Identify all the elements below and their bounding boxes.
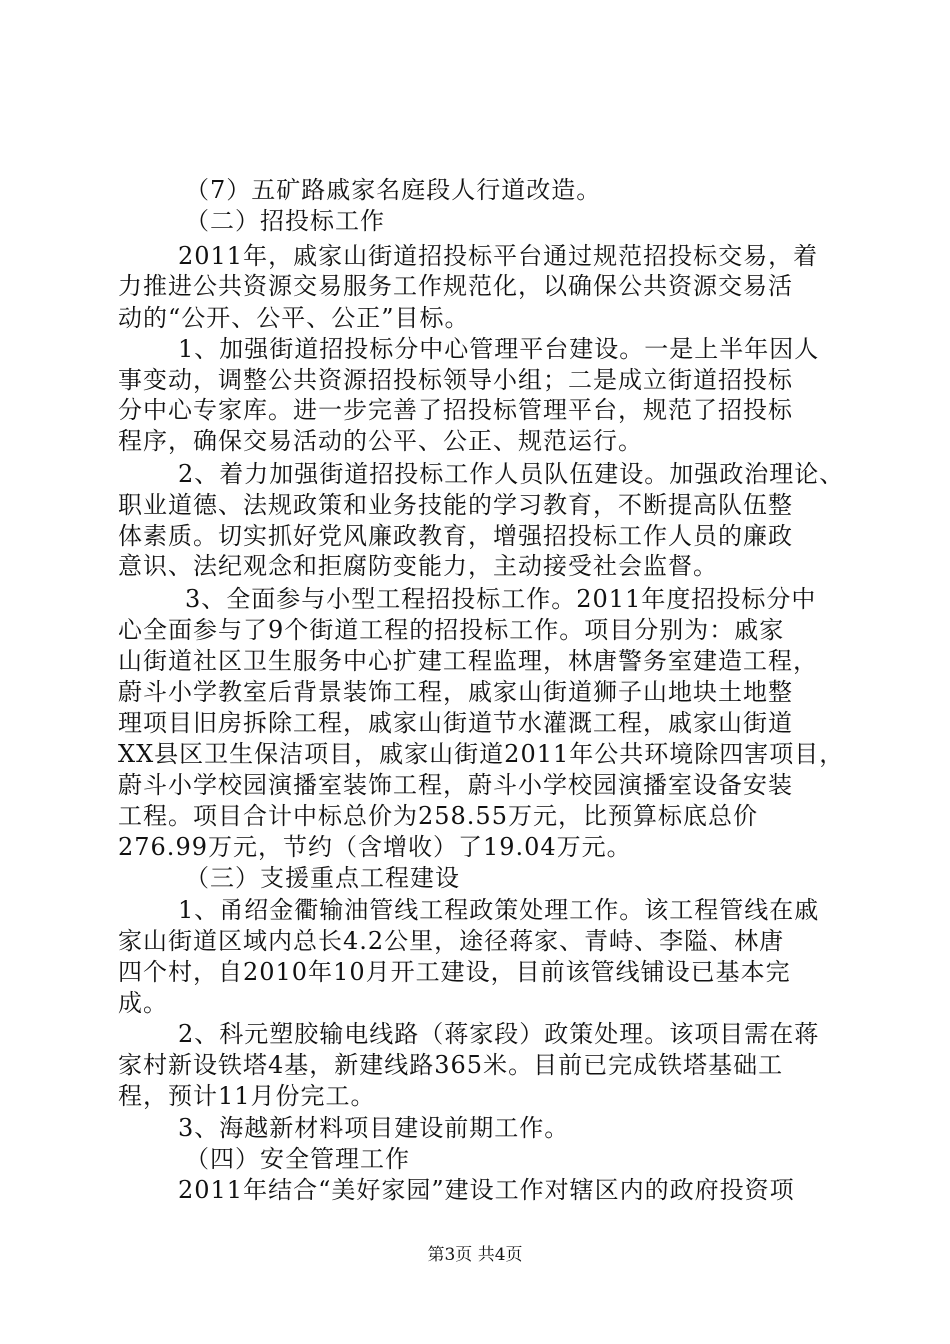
text-line: （7）五矿路戚家名庭段人行道改造。 [185,176,602,204]
text-line: 体素质。切实抓好党风廉政教育，增强招投标工作人员的廉政 [118,522,793,550]
section-heading: （三）支援重点工程建设 [185,864,460,892]
section-heading: （四）安全管理工作 [185,1145,410,1173]
text-line: 3、海越新材料项目建设前期工作。 [178,1114,570,1142]
text-line: 事变动，调整公共资源招投标领导小组；二是成立街道招投标 [118,366,793,394]
section-heading: （二）招投标工作 [185,207,385,235]
text-line: 程，预计11月份完工。 [118,1082,376,1110]
text-line: 分中心专家库。进一步完善了招投标管理平台，规范了招投标 [118,396,793,424]
page-number-footer: 第3页 共4页 [427,1245,523,1265]
text-line: 理项目旧房拆除工程，戚家山街道节水灌溉工程，戚家山街道 [118,709,793,737]
text-line: 1、甬绍金衢输油管线工程政策处理工作。该工程管线在戚 [178,896,820,924]
text-line: 1、加强街道招投标分中心管理平台建设。一是上半年因人 [178,335,820,363]
text-line: 力推进公共资源交易服务工作规范化，以确保公共资源交易活 [118,272,793,300]
text-line: 2、科元塑胶输电线路（蒋家段）政策处理。该项目需在蒋 [178,1020,820,1048]
text-line: 程序，确保交易活动的公平、公正、规范运行。 [118,427,643,455]
text-line: 2、着力加强街道招投标工作人员队伍建设。加强政治理论、 [178,460,845,488]
text-line: 2011年，戚家山街道招投标平台通过规范招投标交易，着 [178,242,819,270]
text-line: 职业道德、法规政策和业务技能的学习教育，不断提高队伍整 [118,491,793,519]
text-line: 家山街道区域内总长4.2公里，途径蒋家、青峙、李隘、林唐 [118,927,785,955]
text-line: 动的“公开、公平、公正”目标。 [118,304,470,332]
text-line: 工程。项目合计中标总价为258.55万元，比预算标底总价 [118,802,758,830]
text-line: 蔚斗小学教室后背景装饰工程，戚家山街道狮子山地块土地整 [118,678,793,706]
text-line: 四个村，自2010年10月开工建设，目前该管线铺设已基本完 [118,958,791,986]
text-line: 家村新设铁塔4基，新建线路365米。目前已完成铁塔基础工 [118,1051,784,1079]
text-line: 276.99万元，节约（含增收）了19.04万元。 [118,833,632,861]
text-line: XX县区卫生保洁项目，戚家山街道2011年公共环境除四害项目， [118,740,845,768]
text-line: 成。 [118,989,168,1017]
text-line: 2011年结合“美好家园”建设工作对辖区内的政府投资项 [178,1176,795,1204]
text-line: 山街道社区卫生服务中心扩建工程监理，林唐警务室建造工程， [118,647,818,675]
text-line: 3、全面参与小型工程招投标工作。2011年度招投标分中 [185,585,817,613]
text-line: 心全面参与了9个街道工程的招投标工作。项目分别为：戚家 [118,616,785,644]
text-line: 蔚斗小学校园演播室装饰工程，蔚斗小学校园演播室设备安装 [118,771,793,799]
text-line: 意识、法纪观念和拒腐防变能力，主动接受社会监督。 [118,552,718,580]
